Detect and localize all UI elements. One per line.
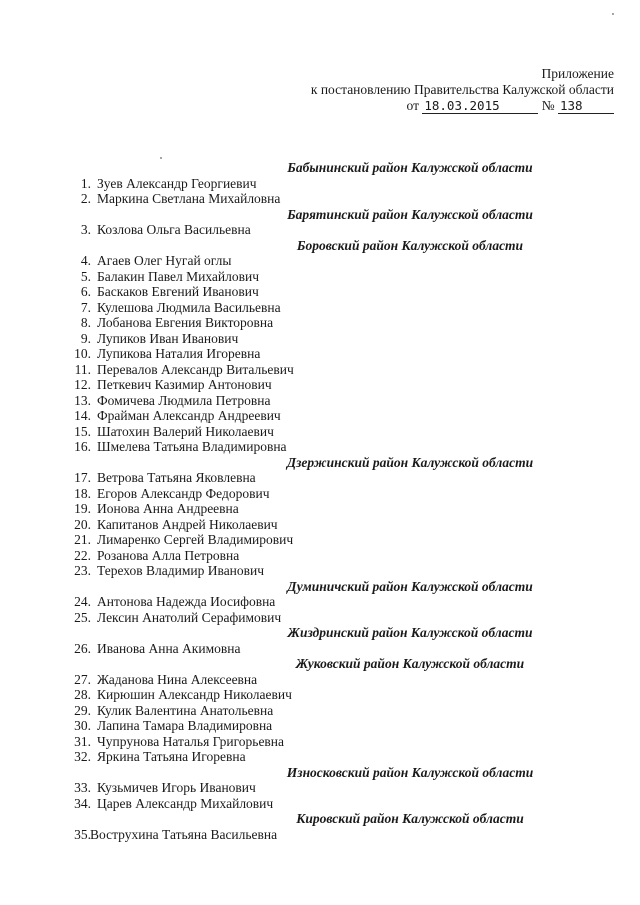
item-number: 24. bbox=[74, 594, 91, 609]
list-item bbox=[0, 672, 640, 688]
person-name: Фомичева Людмила Петровна bbox=[97, 392, 271, 408]
item-number: 26. bbox=[74, 640, 91, 656]
item-number: 4. bbox=[80, 253, 91, 268]
list-item bbox=[0, 393, 640, 409]
person-name: Лексин Анатолий Серафимович bbox=[97, 609, 282, 625]
person-name: Лупиков Иван Иванович bbox=[97, 330, 239, 346]
list-item bbox=[0, 315, 640, 331]
person-name: Кулешова Людмила Васильевна bbox=[97, 299, 281, 315]
person-name: Лупикова Наталия Игоревна bbox=[97, 346, 261, 361]
list-item bbox=[0, 424, 640, 440]
item-number: 3. bbox=[80, 222, 91, 237]
list-item bbox=[0, 408, 640, 424]
list-item bbox=[0, 687, 640, 703]
item-number: 8. bbox=[80, 315, 91, 330]
person-name: Кулик Валентина Анатольевна bbox=[97, 702, 274, 718]
person-name: Егоров Александр Федорович bbox=[97, 485, 270, 501]
item-number: 27. bbox=[74, 671, 91, 687]
person-name: Лапина Тамара Владимировна bbox=[97, 718, 273, 733]
list-item bbox=[0, 532, 640, 548]
list-item bbox=[0, 734, 640, 750]
district-heading: Жиздринский район Калужской области bbox=[287, 625, 533, 640]
item-number: 12. bbox=[74, 377, 91, 392]
person-name: Лимаренко Сергей Владимирович bbox=[97, 532, 294, 547]
person-name: Терехов Владимир Иванович bbox=[97, 563, 265, 578]
item-number: 13. bbox=[74, 392, 91, 408]
list-item bbox=[0, 796, 640, 812]
list-item bbox=[0, 191, 640, 207]
item-number: 18. bbox=[74, 485, 91, 501]
list-item bbox=[0, 470, 640, 486]
district-heading: Боровский район Калужской области bbox=[296, 237, 524, 253]
item-number: 7. bbox=[80, 299, 91, 315]
list-item bbox=[0, 749, 640, 765]
item-number: 11. bbox=[74, 361, 91, 377]
person-name: Лобанова Евгения Викторовна bbox=[97, 315, 274, 330]
district-heading: Думиничский район Калужской области bbox=[287, 578, 533, 594]
item-number: 32. bbox=[74, 749, 91, 764]
list-item bbox=[0, 703, 640, 719]
scan-speck bbox=[160, 157, 162, 159]
list-item bbox=[0, 439, 640, 455]
list-item bbox=[0, 486, 640, 502]
list-item bbox=[0, 176, 640, 192]
list-item bbox=[0, 548, 640, 564]
person-name: Кирюшин Александр Николаевич bbox=[97, 687, 292, 702]
district-heading: Жуковский район Калужской области bbox=[295, 656, 525, 671]
item-number: 2. bbox=[80, 191, 91, 206]
item-number: 14. bbox=[74, 408, 91, 423]
item-number: 19. bbox=[74, 501, 91, 516]
person-name: Розанова Алла Петровна bbox=[97, 547, 240, 563]
item-number: 22. bbox=[74, 547, 91, 563]
person-name: Маркина Светлана Михайловна bbox=[97, 191, 281, 206]
person-name: Царев Александр Михайлович bbox=[97, 795, 274, 811]
item-number: 31. bbox=[74, 733, 91, 749]
list-item bbox=[0, 253, 640, 269]
list-item bbox=[0, 563, 640, 579]
list-item bbox=[0, 780, 640, 796]
district-heading: Дзержинский район Калужской области bbox=[286, 454, 534, 470]
document-header bbox=[254, 66, 614, 114]
item-number: 21. bbox=[74, 532, 91, 547]
list-item bbox=[0, 718, 640, 734]
item-number: 17. bbox=[74, 470, 91, 485]
person-name: Козлова Ольга Васильевна bbox=[97, 222, 251, 237]
item-number: 15. bbox=[74, 423, 91, 439]
person-name: Кузьмичев Игорь Иванович bbox=[97, 780, 256, 795]
item-number: 6. bbox=[80, 284, 91, 299]
person-name: Яркина Татьяна Игоревна bbox=[97, 749, 246, 764]
district-list bbox=[0, 160, 640, 842]
person-name: Петкевич Казимир Антонович bbox=[97, 377, 272, 392]
list-item bbox=[0, 377, 640, 393]
person-name: Агаев Олег Нугай оглы bbox=[97, 253, 232, 268]
date-prefix: от bbox=[406, 98, 419, 113]
date-number-line bbox=[254, 98, 614, 114]
list-item bbox=[0, 222, 640, 238]
district-heading: Бабынинский район Калужской области bbox=[287, 160, 533, 175]
appendix-label: Приложение bbox=[541, 66, 614, 81]
person-name: Антонова Надежда Иосифовна bbox=[97, 594, 276, 609]
item-number: 30. bbox=[74, 718, 91, 733]
list-item bbox=[0, 284, 640, 300]
list-item bbox=[0, 362, 640, 378]
person-name: Шмелева Татьяна Владимировна bbox=[97, 439, 287, 454]
list-item bbox=[0, 269, 640, 285]
resolution-number: 138 bbox=[558, 99, 614, 114]
item-number: 29. bbox=[74, 702, 91, 718]
district-heading: Кировский район Калужской области bbox=[296, 811, 524, 826]
item-number: 28. bbox=[74, 687, 91, 702]
item-number: 23. bbox=[74, 563, 91, 578]
item-number: 16. bbox=[74, 439, 91, 454]
person-name: Ионова Анна Андреевна bbox=[97, 501, 239, 516]
number-prefix: № bbox=[541, 98, 555, 113]
item-number: 5. bbox=[80, 268, 91, 284]
list-item bbox=[0, 641, 640, 657]
person-name: Фрайман Александр Андреевич bbox=[97, 408, 281, 423]
person-name: Баскаков Евгений Иванович bbox=[97, 284, 259, 299]
list-item bbox=[0, 610, 640, 626]
person-name: Ветрова Татьяна Яковлевна bbox=[97, 470, 256, 485]
list-item bbox=[0, 827, 640, 843]
person-name: Капитанов Андрей Николаевич bbox=[97, 516, 278, 532]
person-name: Зуев Александр Георгиевич bbox=[97, 175, 257, 191]
list-item bbox=[0, 331, 640, 347]
item-number: 10. bbox=[74, 346, 91, 361]
list-item bbox=[0, 300, 640, 316]
list-item bbox=[0, 346, 640, 362]
item-number: 25. bbox=[74, 609, 91, 625]
district-heading: Барятинский район Калужской области bbox=[287, 206, 533, 222]
list-item bbox=[0, 594, 640, 610]
person-name: Вострухина Татьяна Васильевна bbox=[90, 826, 278, 842]
person-name: Чупрунова Наталья Григорьевна bbox=[97, 733, 285, 749]
resolution-reference: к постановлению Правительства Калужской области bbox=[310, 82, 614, 97]
item-number: 33. bbox=[74, 780, 91, 795]
item-number: 35. bbox=[74, 826, 91, 842]
person-name: Шатохин Валерий Николаевич bbox=[97, 423, 274, 439]
person-name: Жаданова Нина Алексеевна bbox=[97, 671, 258, 687]
person-name: Балакин Павел Михайлович bbox=[97, 268, 260, 284]
item-number: 20. bbox=[74, 516, 91, 532]
item-number: 9. bbox=[80, 330, 91, 346]
person-name: Иванова Анна Акимовна bbox=[97, 640, 241, 656]
person-name: Перевалов Александр Витальевич bbox=[97, 361, 294, 377]
item-number: 1. bbox=[80, 175, 91, 191]
district-heading: Износковский район Калужской области bbox=[286, 764, 534, 780]
list-item bbox=[0, 501, 640, 517]
resolution-date: 18.03.2015 bbox=[422, 99, 538, 114]
item-number: 34. bbox=[74, 795, 91, 811]
list-item bbox=[0, 517, 640, 533]
scan-speck bbox=[612, 13, 614, 15]
